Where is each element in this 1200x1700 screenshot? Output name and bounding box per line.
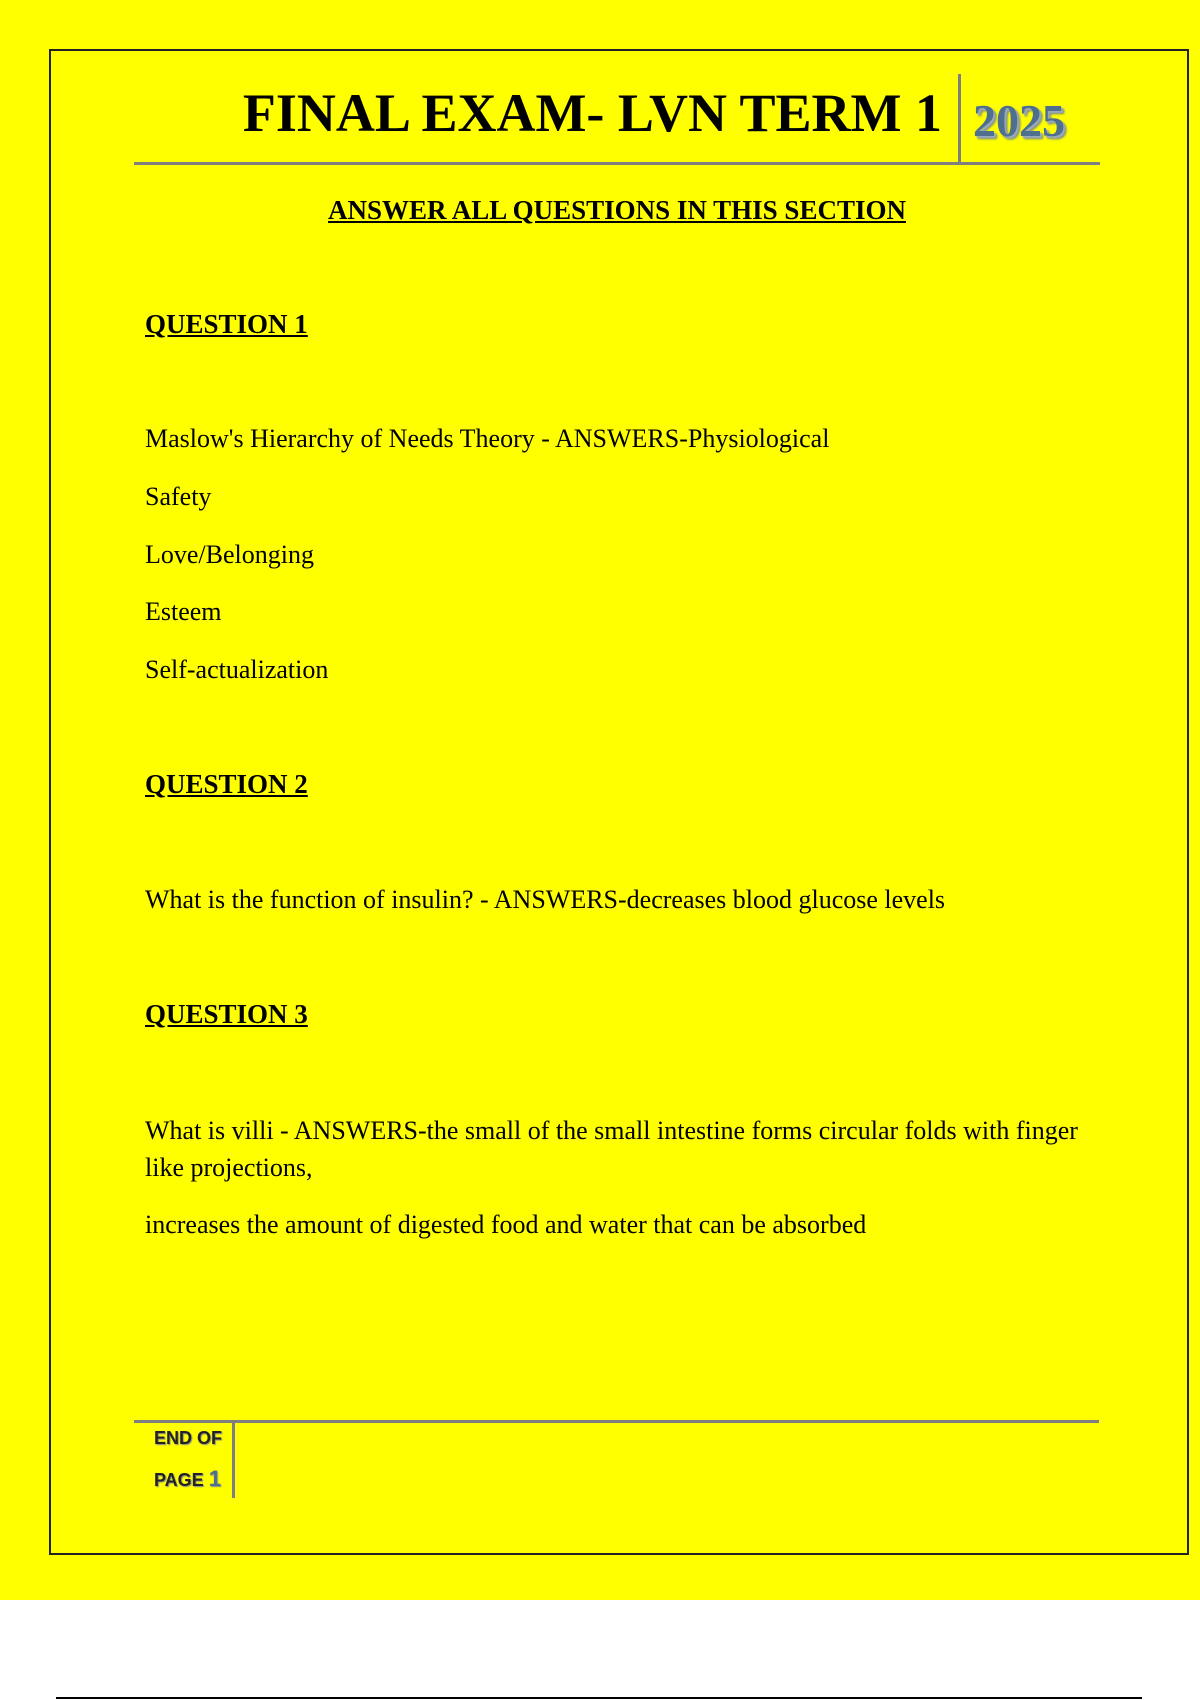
question-3-answer-line: increases the amount of digested food and water that can be absorbed xyxy=(145,1210,867,1239)
question-1-answer-line: Self-actualization xyxy=(145,655,329,684)
question-1-answer-line: Maslow's Hierarchy of Needs Theory - ANSWERS-Physiological xyxy=(145,424,830,453)
page-bottom-rule xyxy=(56,1697,1142,1699)
footer-end-of: END OF xyxy=(154,1428,223,1448)
footer-page-number: 1 xyxy=(208,1466,221,1491)
header-rule xyxy=(134,162,1100,165)
page-border xyxy=(49,49,1189,1555)
exam-year: 2025 xyxy=(973,95,1065,146)
question-1-answer-line: Love/Belonging xyxy=(145,540,314,569)
question-3-heading: QUESTION 3 xyxy=(145,999,308,1029)
exam-title: FINAL EXAM- LVN TERM 1 xyxy=(242,83,942,143)
footer-page-label: PAGE xyxy=(154,1470,204,1490)
title-divider xyxy=(958,74,961,164)
question-3-answer-line: What is villi - ANSWERS-the small of the small intestine forms circular folds with finger like projections, xyxy=(145,1116,1078,1182)
question-1-heading: QUESTION 1 xyxy=(145,309,308,339)
footer-page xyxy=(154,1468,221,1491)
question-1-answer-line: Safety xyxy=(145,482,212,511)
footer-divider xyxy=(232,1422,235,1498)
question-2-answer-line: What is the function of insulin? - ANSWERS-decreases blood glucose levels xyxy=(145,885,946,914)
question-2-heading: QUESTION 2 xyxy=(145,769,308,799)
section-instructions: ANSWER ALL QUESTIONS IN THIS SECTION xyxy=(328,195,906,225)
question-1-answer-line: Esteem xyxy=(145,597,222,626)
footer-rule xyxy=(134,1420,1099,1423)
